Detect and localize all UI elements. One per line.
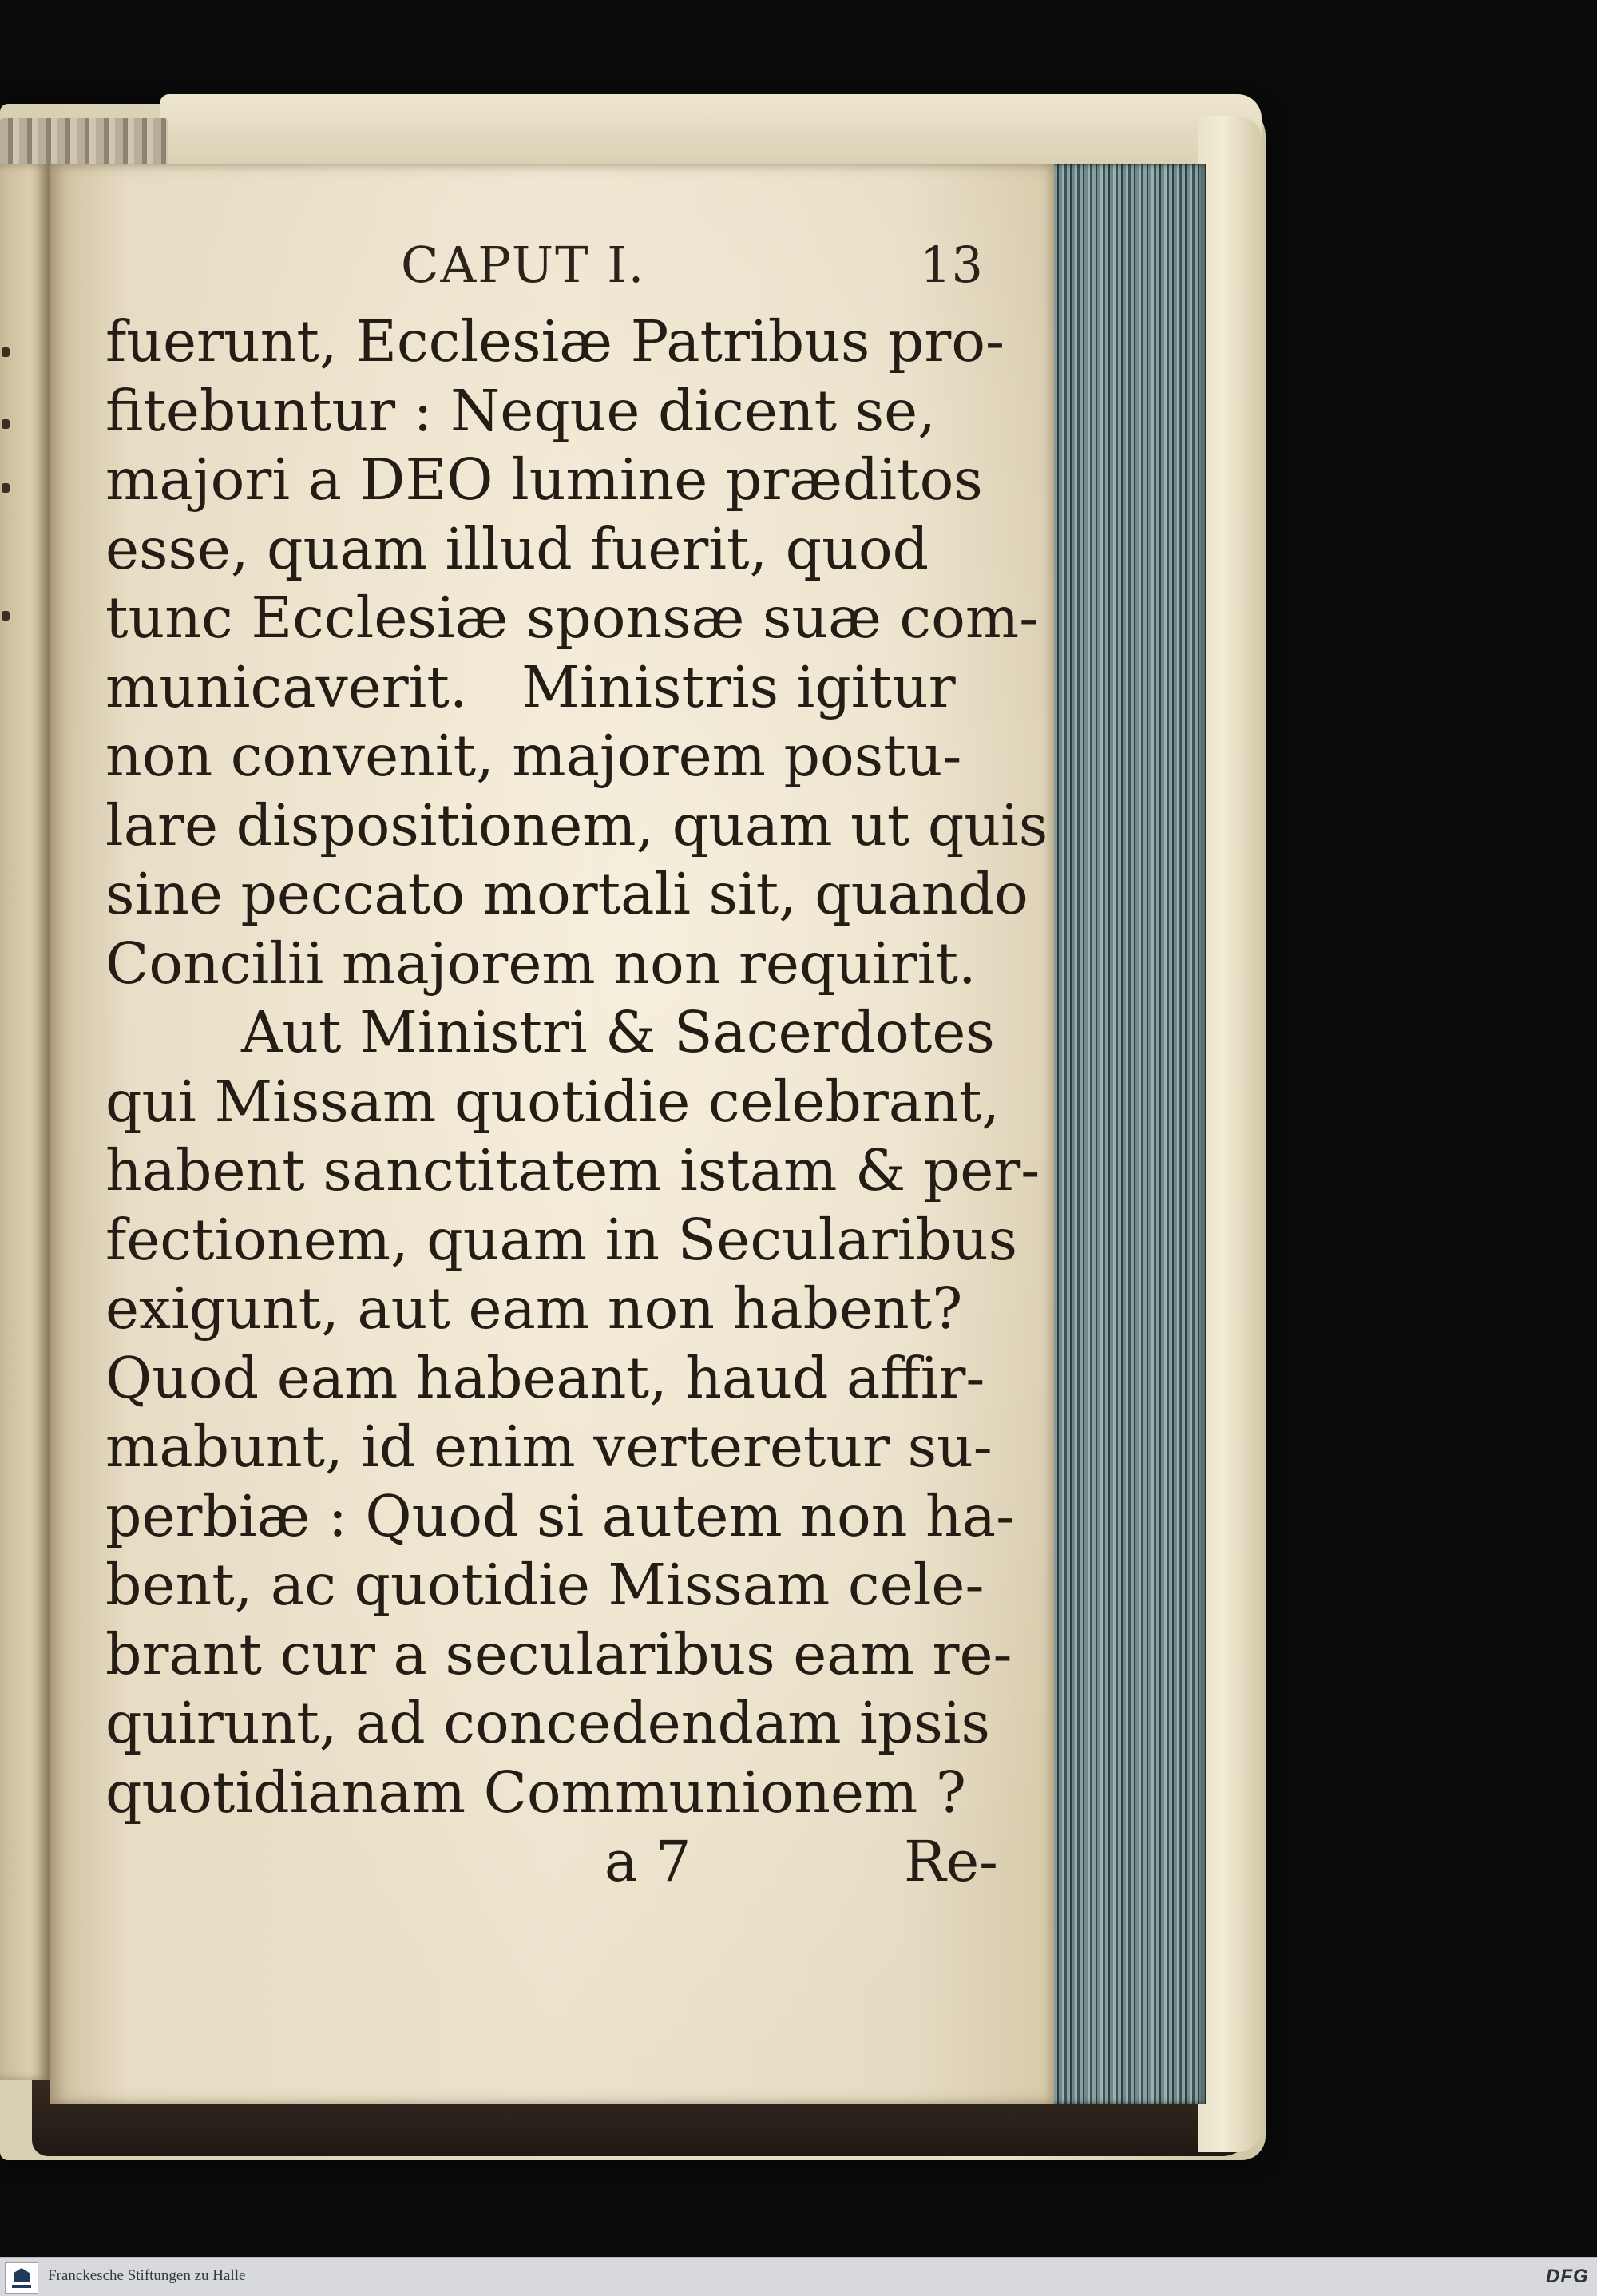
text-line: tunc Ecclesiæ sponsæ suæ com- [105, 585, 1039, 651]
text-line: bent, ac quotidie Missam cele- [105, 1552, 985, 1618]
cover-head-edge [160, 94, 1262, 166]
text-line: quirunt, ad concedendam ipsis [105, 1690, 990, 1756]
running-head-title: CAPUT I. [401, 236, 646, 294]
text-line: perbiæ : Quod si autem non ha- [105, 1482, 1016, 1549]
text-line: fuerunt, Ecclesiæ Patribus pro- [105, 308, 1005, 375]
text-line: municaverit. Ministris igitur [105, 653, 956, 720]
ink-mark [2, 347, 10, 357]
viewer-footer-bar [0, 2257, 1597, 2296]
text-line: esse, quam illud fuerit, quod [105, 515, 929, 582]
building-base-icon [12, 2285, 31, 2288]
text-line: brant cur a secularibus eam re- [105, 1620, 1012, 1687]
ink-mark [2, 611, 10, 621]
ink-mark [2, 419, 10, 429]
paragraph-start-line: Aut Ministri & Sacerdotes [241, 999, 995, 1065]
text-line: exigunt, aut eam non habent? [105, 1275, 963, 1342]
ink-mark [2, 483, 10, 493]
text-line: fectionem, quam in Secularibus [105, 1206, 1018, 1273]
printed-page [50, 164, 1054, 2104]
text-line: qui Missam quotidie celebrant, [105, 1068, 1000, 1135]
text-line: sine peccato mortali sit, quando [105, 861, 1028, 927]
headband [0, 118, 168, 166]
running-head [50, 236, 1054, 299]
text-line: non convenit, majorem postu- [105, 723, 962, 789]
institution-logo-icon[interactable] [5, 2262, 38, 2294]
text-line: Concilii majorem non requirit. [105, 930, 977, 997]
text-line: mabunt, id enim verteretur su- [105, 1414, 993, 1480]
left-page-sliver [0, 164, 50, 2080]
text-line: fitebuntur : Neque dicent se, [105, 377, 936, 444]
signature-mark: a 7 [604, 1829, 692, 1894]
page-footer [50, 1829, 1054, 1901]
cover-fore-edge [1198, 116, 1262, 2152]
text-line: majori a DEO lumine præditos [105, 446, 983, 513]
building-icon [14, 2268, 30, 2282]
text-line: quotidianam Communionem ? [105, 1759, 966, 1826]
institution-name[interactable]: Franckesche Stiftungen zu Halle [48, 2267, 246, 2284]
body-text [105, 307, 1056, 1827]
page-block-edges [1046, 164, 1206, 2104]
catchword: Re- [904, 1829, 998, 1894]
text-line: Quod eam habeant, haud affir- [105, 1344, 985, 1411]
text-line: habent sanctitatem istam & per- [105, 1137, 1040, 1204]
text-line: lare dispositionem, quam ut quis [105, 791, 1048, 859]
dfg-logo[interactable]: DFG [1546, 2266, 1589, 2287]
page-number: 13 [920, 236, 983, 294]
